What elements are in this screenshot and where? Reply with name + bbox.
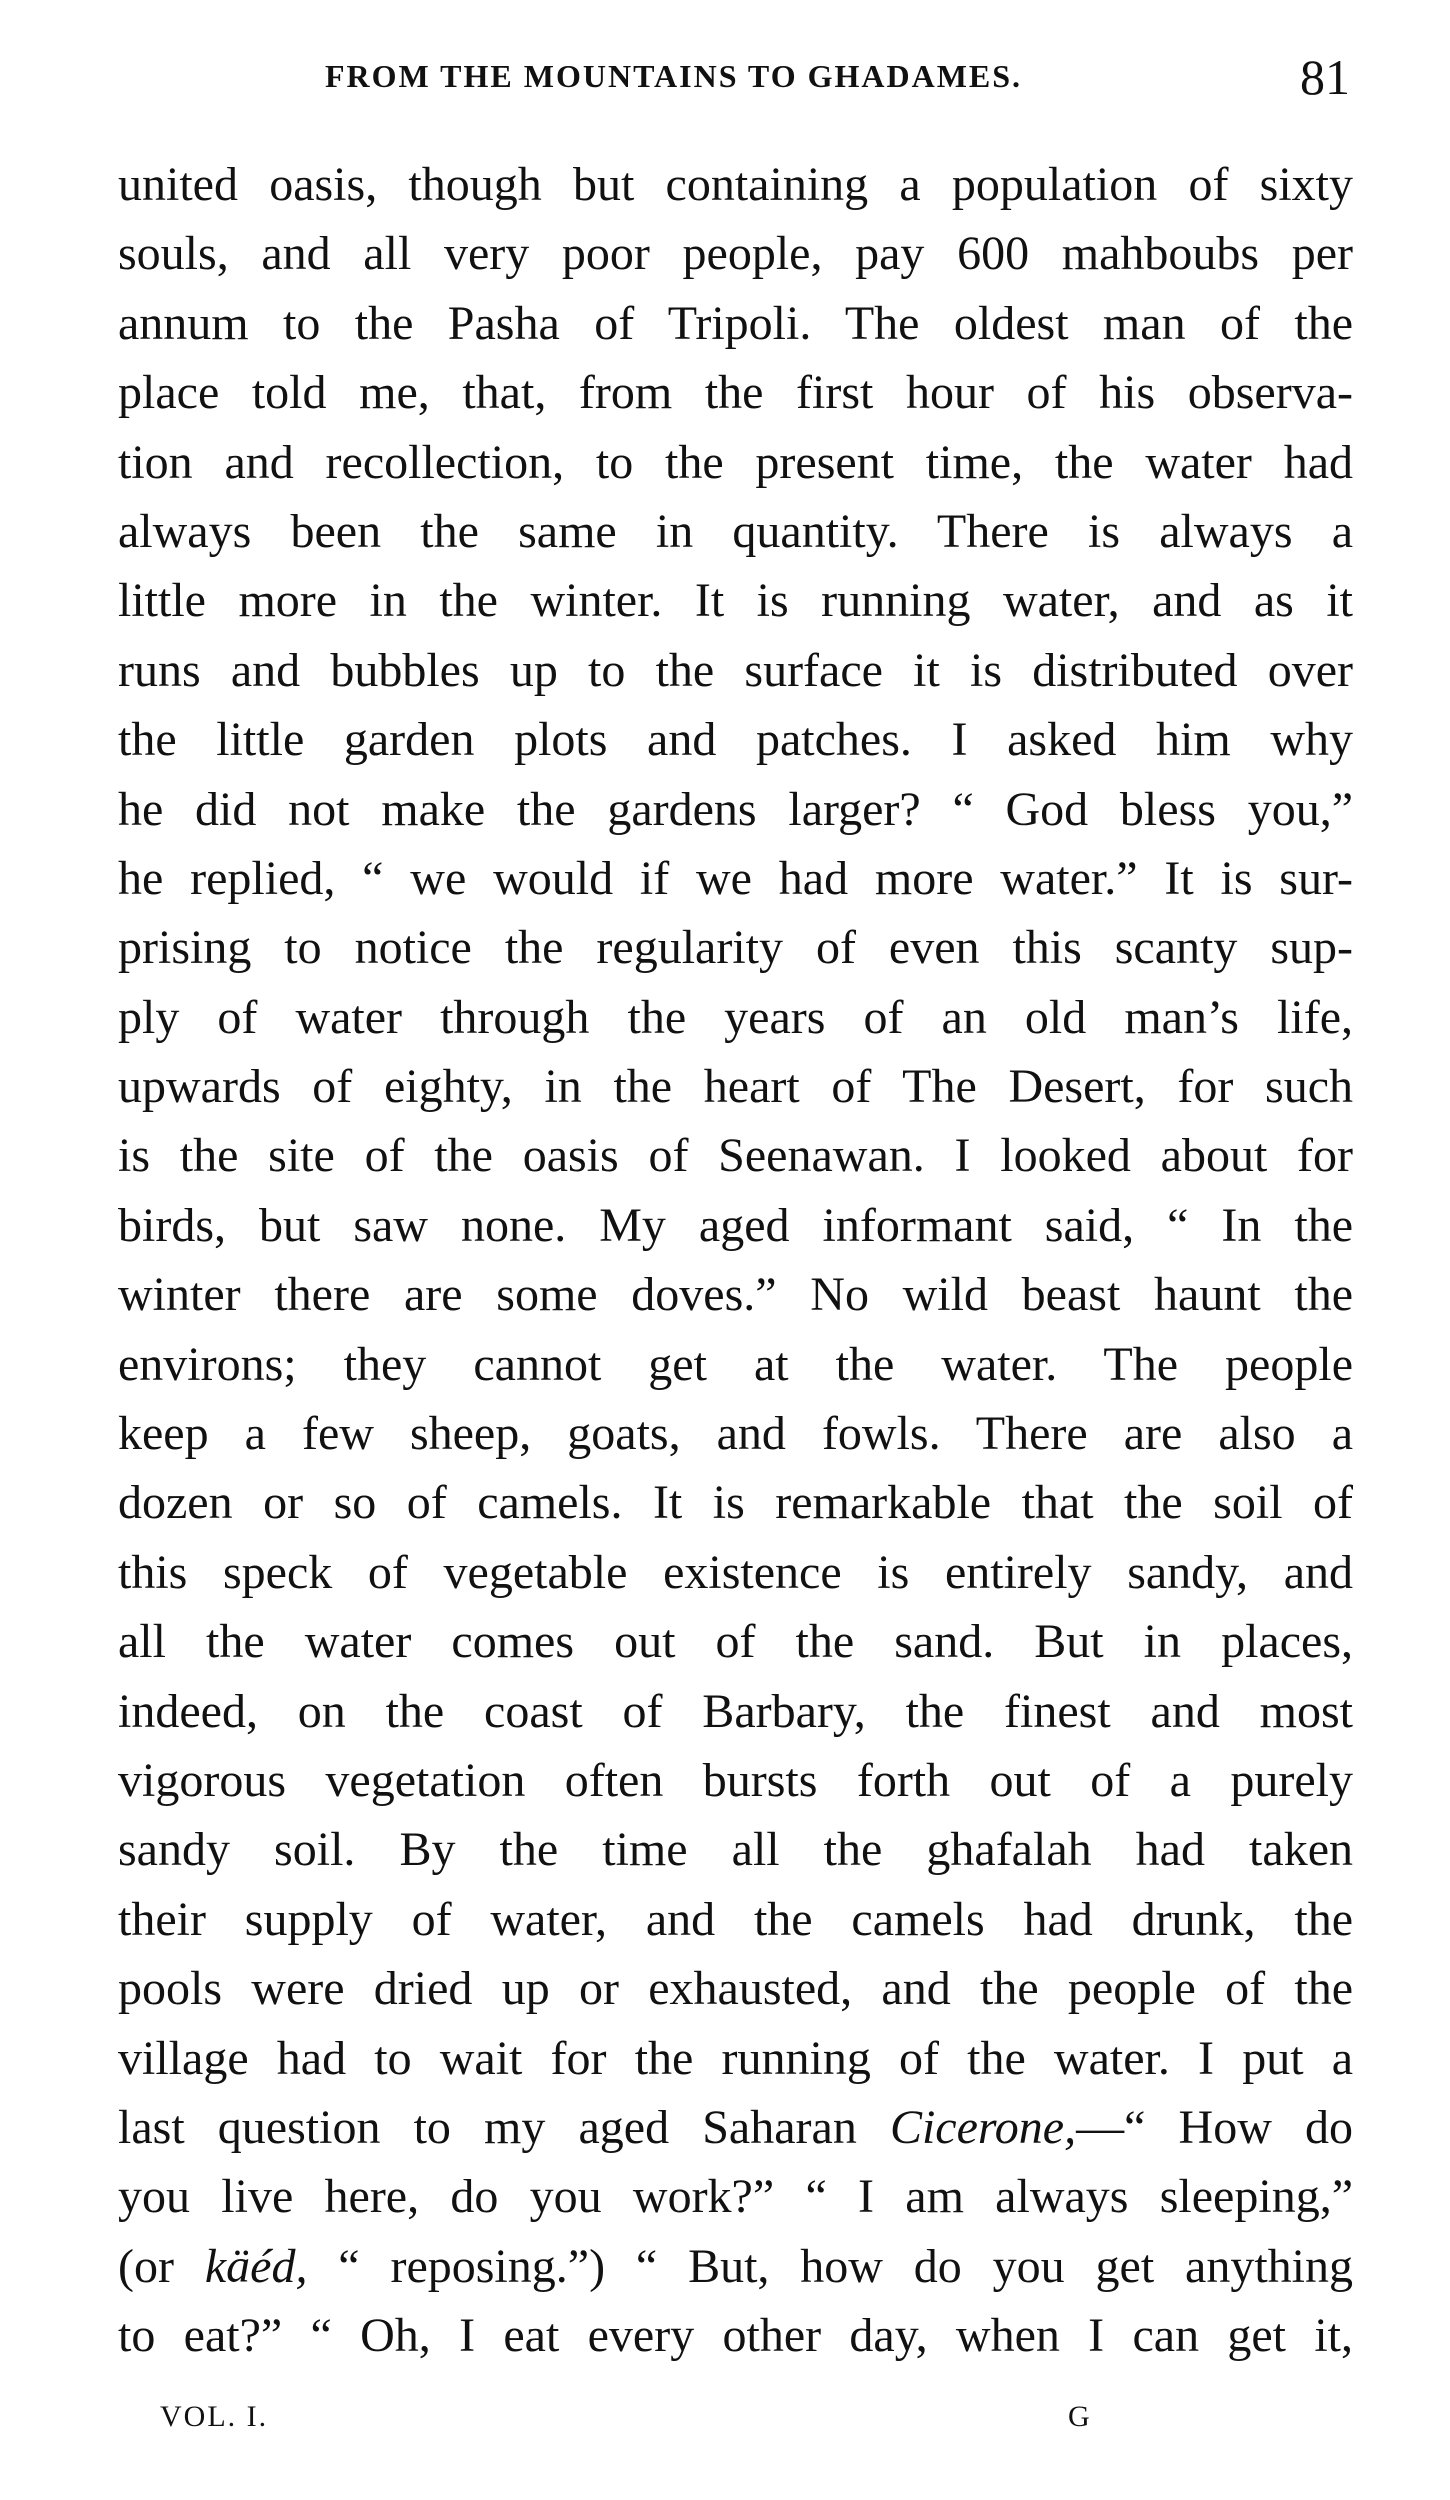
text-line: always been the same in quantity. There is always a: [118, 504, 1353, 558]
text-line: winter there are some doves.” No wild beast haunt the: [118, 1268, 1353, 1322]
text-line: is the site of the oasis of Seenawan. I looked about for: [118, 1129, 1353, 1183]
text-line: indeed, on the coast of Barbary, the finest and most: [118, 1684, 1353, 1738]
text-line: ply of water through the years of an old man’s life,: [118, 990, 1353, 1044]
page-number: 81: [1300, 49, 1350, 105]
text-line: environs; they cannot get at the water. The people: [118, 1337, 1353, 1391]
text-span: last question to my aged Saharan: [118, 2100, 890, 2154]
italic-word: Cicerone,: [889, 2100, 1077, 2154]
text-line: annum to the Pasha of Tripoli. The oldest man of the: [118, 296, 1353, 350]
signature-mark: G: [1068, 2400, 1090, 2433]
text-line: prising to notice the regularity of even this scanty sup-: [118, 921, 1353, 975]
text-span: “ reposing.”) “ But, how do you get anything: [307, 2239, 1353, 2293]
text-line: village had to wait for the running of the water. I put a: [118, 2031, 1353, 2085]
text-line: runs and bubbles up to the surface it is distributed over: [118, 643, 1353, 697]
text-line: to eat?” “ Oh, I eat every other day, when I can get it,: [118, 2309, 1353, 2363]
body-text: [118, 150, 1353, 2371]
text-span: (or: [118, 2239, 205, 2293]
text-line: place told me, that, from the first hour of his observa-: [118, 366, 1353, 420]
text-line: birds, but saw none. My aged informant said, “ In the: [118, 1198, 1353, 1252]
text-line: pools were dried up or exhausted, and the people of the: [118, 1962, 1353, 2016]
text-line: sandy soil. By the time all the ghafalah had taken: [118, 1823, 1353, 1877]
text-line: the little garden plots and patches. I asked him why: [118, 713, 1353, 767]
running-title: FROM THE MOUNTAINS TO GHADAMES.: [325, 58, 1023, 94]
volume-mark: VOL. I.: [160, 2400, 269, 2433]
text-line: their supply of water, and the camels had drunk, the: [118, 1892, 1353, 1946]
text-line: dozen or so of camels. It is remarkable that the soil of: [118, 1476, 1353, 1530]
text-line: united oasis, though but containing a population of sixty: [118, 158, 1353, 211]
text-line: all the water comes out of the sand. But in places,: [118, 1615, 1353, 1669]
text-line-with-italic: [118, 2232, 1353, 2301]
text-line: keep a few sheep, goats, and fowls. There are also a: [118, 1407, 1353, 1461]
text-line: little more in the winter. It is running water, and as it: [118, 574, 1353, 628]
text-line: this speck of vegetable existence is entirely sandy, and: [118, 1545, 1353, 1599]
running-head: [100, 48, 1350, 108]
text-line: you live here, do you work?” “ I am always sleeping,”: [118, 2170, 1353, 2224]
text-line: vigorous vegetation often bursts forth out of a purely: [118, 1753, 1353, 1807]
italic-word: käéd,: [204, 2239, 308, 2293]
page-footer: [160, 2400, 1160, 2450]
text-line: he replied, “ we would if we had more water.” It is sur-: [118, 851, 1353, 905]
text-line-with-italic: [118, 2093, 1353, 2162]
text-line: he did not make the gardens larger? “ God bless you,”: [118, 782, 1353, 836]
text-span: —“ How do: [1076, 2100, 1353, 2154]
text-line: upwards of eighty, in the heart of The Desert, for such: [118, 1060, 1353, 1114]
text-line: tion and recollection, to the present time, the water had: [118, 435, 1353, 489]
text-line: souls, and all very poor people, pay 600 mahboubs per: [118, 227, 1353, 281]
